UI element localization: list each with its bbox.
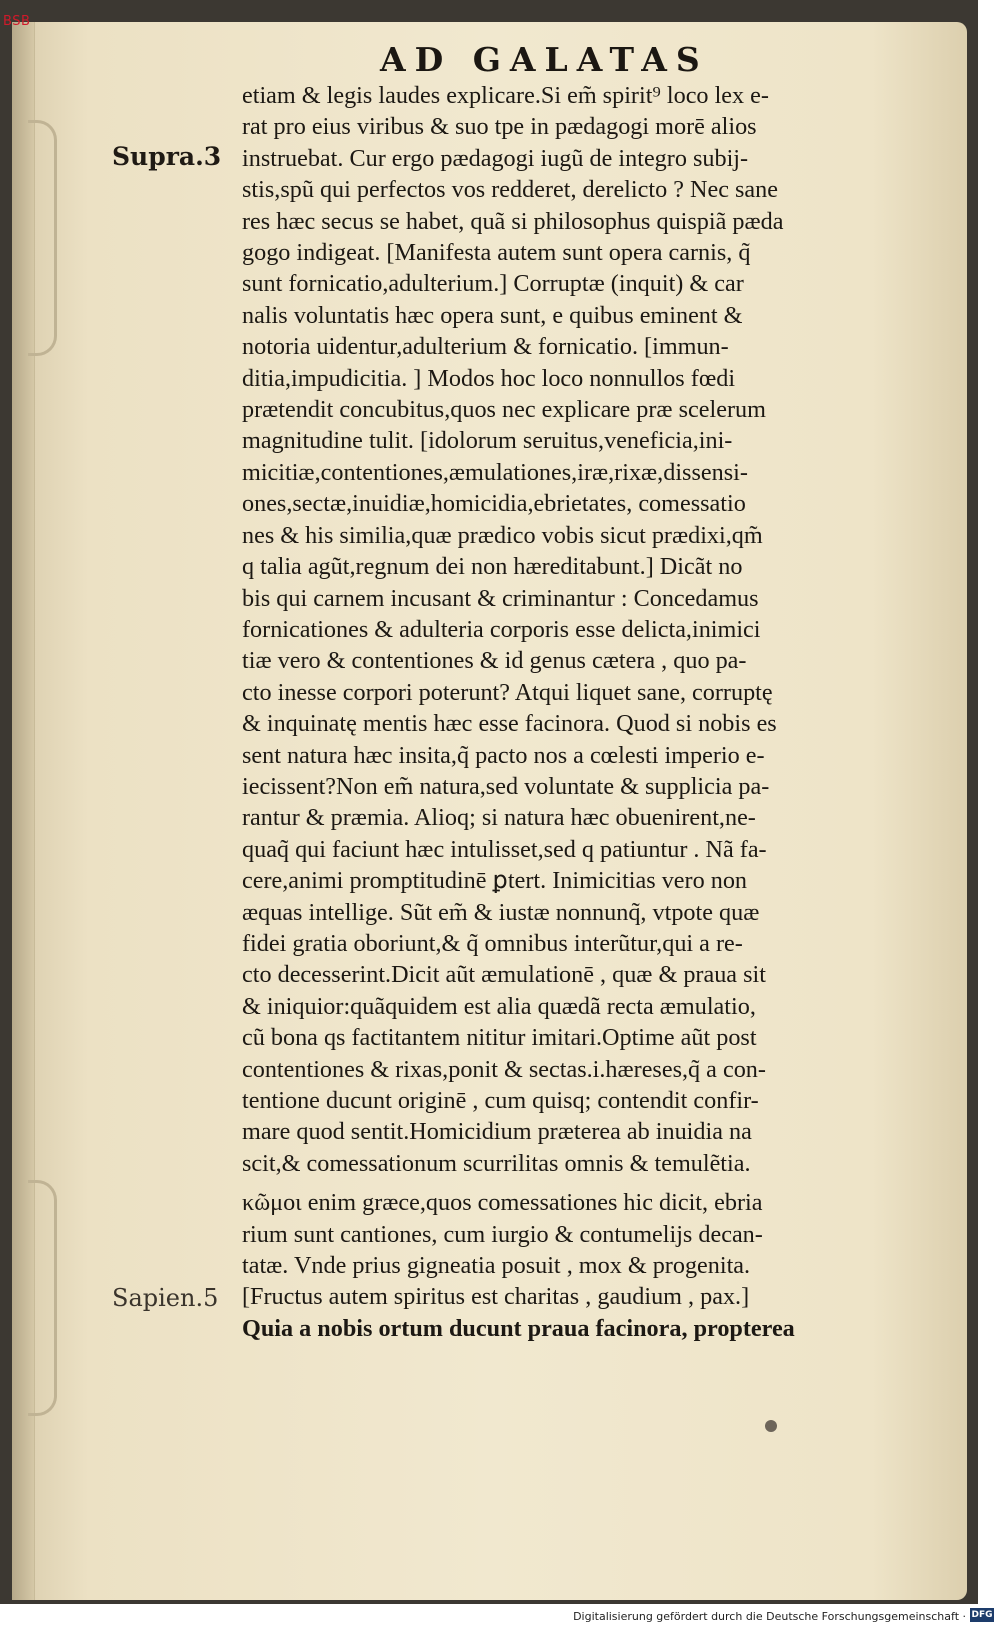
text-line: gogo indigeat. [Manifesta autem sunt opera carnis, q̃	[242, 239, 751, 267]
text-line: & inquinatę mentis hæc esse facinora. Quod si nobis es	[242, 710, 777, 738]
text-line: cere,animi promptitudinē ꝑtert. Inimicitias vero non	[242, 867, 748, 895]
text-line: scit,& comessationum scurrilitas omnis & temulẽtia.	[242, 1149, 751, 1177]
text-line: bis qui carnem incusant & criminantur : Concedamus	[242, 584, 759, 612]
text-line: & iniquior:quãquidem est alia quædã recta æmulatio,	[242, 992, 756, 1020]
text-line: æquas intellige. Sũt em̃ & iustæ nonnunq̃, vtpote quæ	[242, 898, 760, 926]
text-line: magnitudine tulit. [idolorum seruitus,veneficia,ini-	[242, 427, 733, 455]
footer-credit: Digitalisierung gefördert durch die Deutsche Forschungsgemeinschaft ·	[573, 1610, 966, 1623]
text-line: tiæ vero & contentiones & id genus cætera , quo pa-	[242, 647, 747, 675]
text-line: nalis voluntatis hæc opera sunt, e quibus eminent &	[242, 301, 743, 329]
text-line: instruebat. Cur ergo pædagogi iugũ de integro subij-	[242, 144, 749, 172]
text-line: fidei gratia oboriunt,& q̃ omnibus interũtur,qui a re-	[242, 929, 743, 957]
text-line: κῶμοι enim græce,quos comessationes hic dicit, ebria	[242, 1189, 763, 1217]
body-text	[242, 80, 910, 1344]
dfg-logo: DFG	[971, 1610, 993, 1620]
paragraph-gap	[242, 1179, 910, 1187]
text-line: [Fructus autem spiritus est charitas , gaudium , pax.]	[242, 1283, 750, 1311]
text-line: prætendit concubitus,quos nec explicare præ scelerum	[242, 396, 766, 424]
text-line: sent natura hæc insita,q̃ pacto nos a cœlesti imperio e-	[242, 741, 765, 769]
binding-clasp	[28, 1180, 57, 1416]
text-line: quaq̃ qui faciunt hæc intulisset,sed q patiuntur . Nã fa-	[242, 835, 767, 863]
text-line: cto inesse corpori poterunt? Atqui liquet sane, corruptę	[242, 678, 773, 706]
text-line: cto decesserint.Dicit aũt æmulationē , quæ & praua sit	[242, 961, 766, 989]
text-line: res hæc secus se habet, quã si philosophus quispiã pæda	[242, 207, 784, 235]
text-line: tentione ducunt originē , cum quisq; contendit confir-	[242, 1087, 759, 1114]
text-line: q talia agũt,regnum dei non hæreditabunt.] Dicãt no	[242, 553, 743, 581]
text-line: micitiæ,contentiones,æmulationes,iræ,rixæ,dissensi-	[242, 458, 748, 486]
text-line: stis,spũ qui perfectos vos redderet, derelicto ? Nec sane	[242, 176, 778, 204]
text-line: fornicationes & adulteria corporis esse delicta,inimici	[242, 615, 761, 643]
binding-clasp	[28, 120, 57, 356]
text-line: iecissent?Non em̃ natura,sed voluntate & supplicia pa-	[242, 772, 770, 800]
text-line: tatæ. Vnde prius gigneatia posuit , mox & progenita.	[242, 1252, 751, 1280]
text-line: rium sunt cantiones, cum iurgio & contumelijs decan-	[242, 1220, 763, 1248]
text-line: Quia a nobis ortum ducunt praua facinora, propterea	[242, 1314, 795, 1342]
text-line: notoria uidentur,adulterium & fornicatio. [immun-	[242, 333, 729, 361]
text-line: nes & his similia,quæ prædico vobis sicut prædixi,qm̃	[242, 521, 763, 549]
text-line: ditia,impudicitia. ] Modos hoc loco nonnullos fœdi	[242, 364, 736, 392]
text-line: mare quod sentit.Homicidium præterea ab inuidia na	[242, 1118, 752, 1146]
text-line: sunt fornicatio,adulterium.] Corruptæ (inquit) & car	[242, 270, 744, 298]
margin-note: Supra.3	[112, 142, 222, 171]
ink-spot	[765, 1420, 777, 1432]
text-line: ones,sectæ,inuidiæ,homicidia,ebrietates, comessatio	[242, 490, 746, 518]
library-mark: BSB	[3, 14, 31, 29]
text-line: rantur & præmia. Alioq; si natura hæc obuenirent,ne-	[242, 804, 756, 832]
margin-note: Sapien.5	[112, 1284, 219, 1312]
text-line: rat pro eius viribus & suo tpe in pædagogi morē alios	[242, 113, 757, 141]
text-line: contentiones & rixas,ponit & sectas.i.hæreses,q̃ a con-	[242, 1055, 766, 1083]
running-head: AD GALATAS	[380, 40, 709, 79]
text-line: etiam & legis laudes explicare.Si em̃ spirit⁹ loco lex e-	[242, 82, 769, 109]
text-line: cũ bona qs factitantem nititur imitari.Optime aũt post	[242, 1024, 757, 1052]
